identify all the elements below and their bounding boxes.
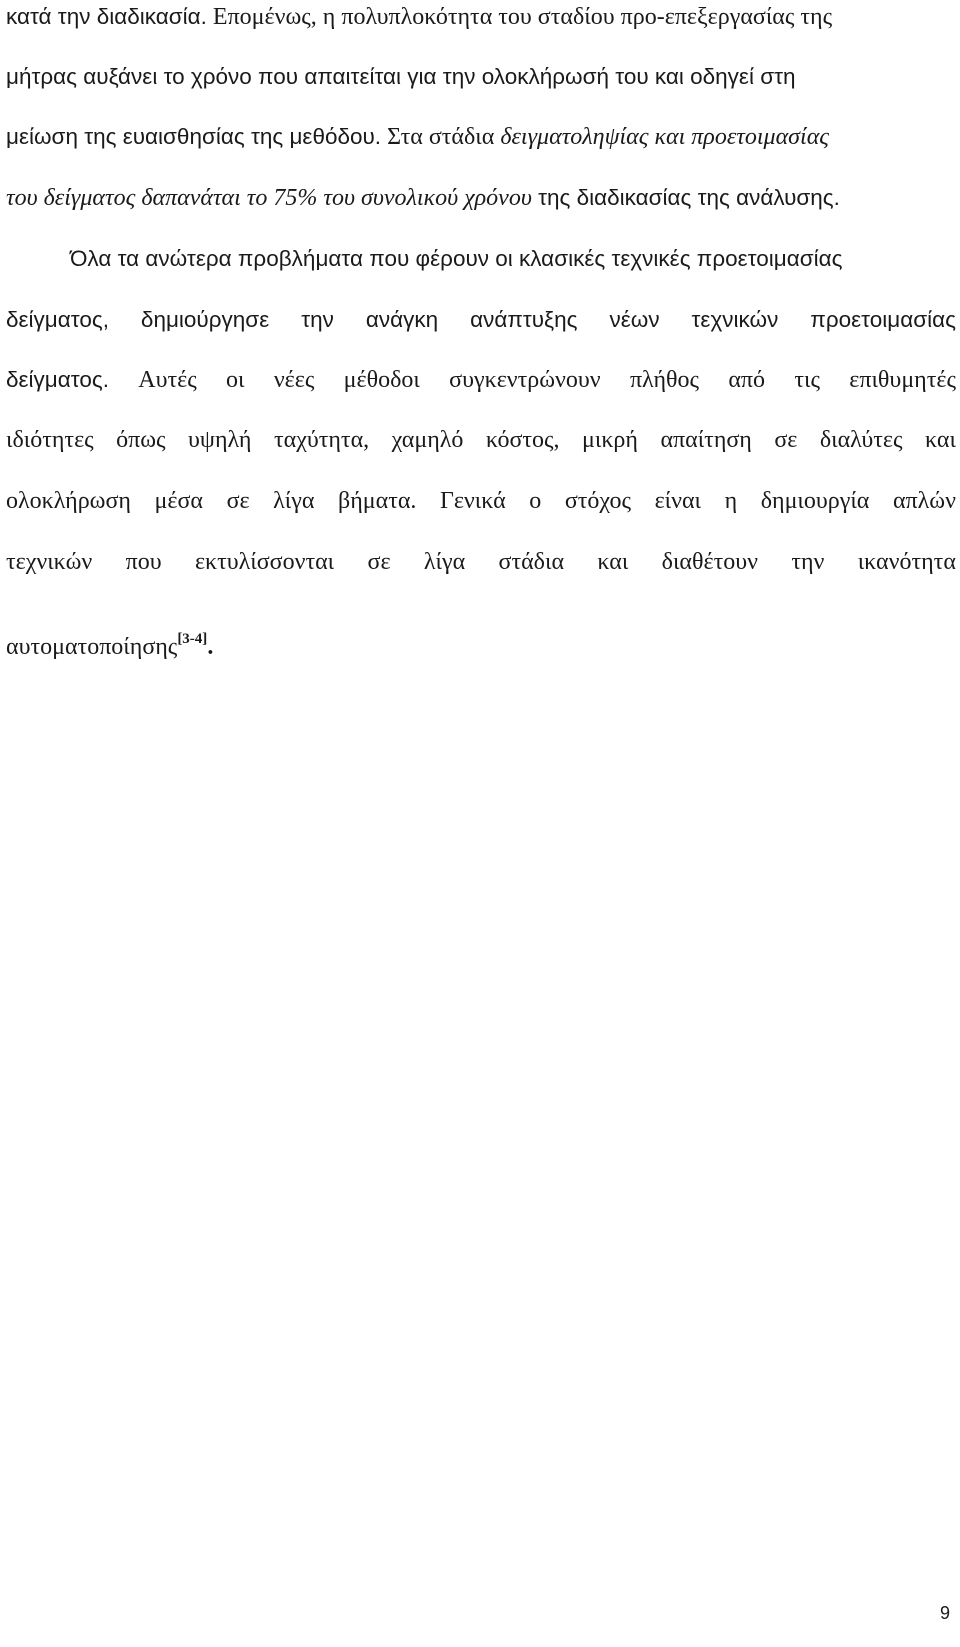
text-sans: κατά την διαδικασία. (6, 4, 207, 29)
word: προετοιμασίας (810, 307, 956, 332)
text-serif: Στα στάδια (381, 124, 501, 150)
paragraph-1-line-3 (6, 122, 956, 152)
word: που (125, 549, 162, 575)
word: Γενικά (439, 488, 506, 514)
word: δημιούργησε (140, 307, 270, 332)
word: ταχύτητα, (273, 427, 370, 453)
word: ολοκλήρωση (6, 488, 131, 514)
word: και (597, 549, 629, 575)
word: εκτυλίσσονται (194, 549, 335, 575)
word: την (301, 307, 334, 332)
word: Αυτές (138, 367, 197, 393)
word: λίγα (423, 549, 466, 575)
word: πλήθος (629, 367, 700, 393)
word: τις (794, 367, 820, 393)
text-serif: Επομένως, η πολυπλοκότητα του σταδίου προ-επεξεργασίας της (206, 4, 833, 30)
text-italic: δειγματοληψίας και προετοιμασίας (500, 124, 830, 150)
word: απαίτηση (660, 427, 752, 453)
word: στάδια (498, 549, 565, 575)
word: η (724, 488, 738, 514)
text-sans: Όλα τα ανώτερα προβλήματα που φέρουν οι κλασικές τεχνικές προετοιμασίας (70, 246, 843, 271)
word: σε (226, 488, 250, 514)
word: μέσα (154, 488, 203, 514)
word: επιθυμητές (849, 367, 956, 393)
page-number: 9 (939, 1603, 950, 1623)
text-sans: μείωση της ευαισθησίας της μεθόδου. (6, 124, 382, 149)
word: ικανότητα (857, 549, 956, 575)
word: νέων (609, 307, 660, 332)
text-sans: της διαδικασίας της ανάλυσης. (531, 185, 840, 210)
paragraph-1-line-4 (6, 183, 956, 213)
word: βήματα. (337, 488, 417, 514)
word: δείγματος. (6, 367, 109, 392)
word: σε (774, 427, 798, 453)
text-sans: μήτρας αυξάνει το χρόνο που απαιτείται για την ολοκλήρωσή του και οδηγεί στη (6, 64, 796, 89)
word: την (791, 549, 825, 575)
word: ανάγκη (365, 307, 439, 332)
word: υψηλή (188, 427, 252, 453)
word: τεχνικών (691, 307, 779, 332)
paragraph-2-line-4 (6, 425, 956, 455)
word: μικρή (582, 427, 638, 453)
word: δείγματος, (6, 307, 109, 332)
word: ιδιότητες (6, 427, 94, 453)
word: διαλύτες (819, 427, 903, 453)
text-serif: αυτοματοποίησης (6, 634, 178, 660)
word: σε (367, 549, 391, 575)
text-italic: του δείγματος δαπανάται το 75% του συνολικού χρόνου (6, 185, 532, 211)
word: ο (529, 488, 542, 514)
word: δημιουργία (760, 488, 870, 514)
word: στόχος (564, 488, 632, 514)
word: μέθοδοι (343, 367, 420, 393)
word: από (728, 367, 766, 393)
paragraph-2-line-3 (6, 365, 956, 395)
word: κόστος, (485, 427, 560, 453)
paragraph-2-line-2 (6, 305, 956, 335)
word: νέες (273, 367, 315, 393)
paragraph-2-line-6 (6, 547, 956, 577)
word: όπως (116, 427, 166, 453)
word: απλών (892, 488, 956, 514)
word: και (924, 427, 956, 453)
word: είναι (654, 488, 702, 514)
paragraph-1-line-1 (6, 2, 956, 32)
word: συγκεντρώνουν (449, 367, 601, 393)
paragraph-2-line-1 (70, 244, 956, 274)
word: χαμηλό (391, 427, 464, 453)
paragraph-2-line-7 (6, 632, 956, 665)
paragraph-2-line-5 (6, 486, 956, 516)
word: διαθέτουν (661, 549, 758, 575)
word: λίγα (273, 488, 315, 514)
word: οι (226, 367, 245, 393)
word: ανάπτυξης (470, 307, 578, 332)
sentence-end: . (207, 634, 214, 660)
word: τεχνικών (6, 549, 93, 575)
paragraph-1-line-2 (6, 62, 956, 92)
citation-reference: [3-4] (177, 631, 208, 647)
